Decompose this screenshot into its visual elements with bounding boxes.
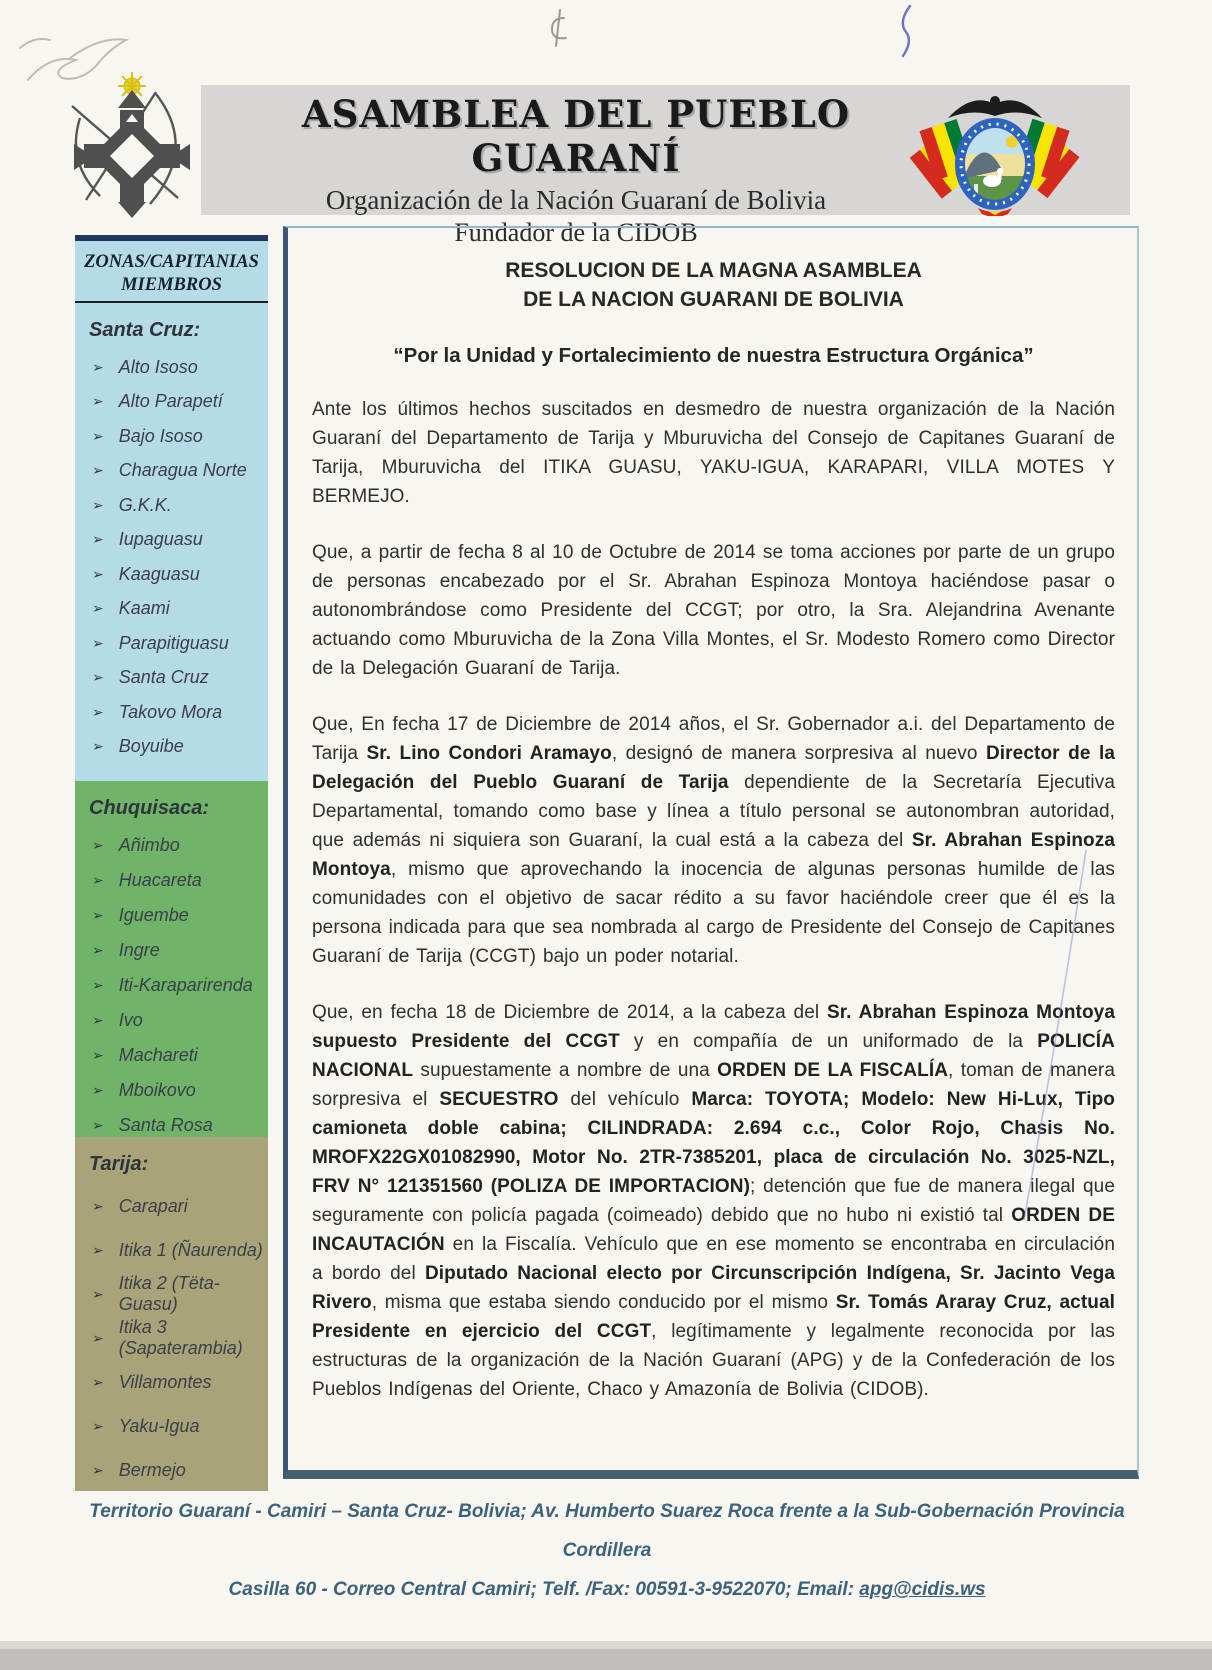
list-item: [83, 592, 268, 627]
list-item: [83, 1448, 268, 1491]
list-item: [83, 385, 268, 420]
paragraph: [312, 395, 1115, 511]
arrow-bullet-icon: ➢: [92, 565, 104, 582]
list-item-label: Añimbo: [118, 835, 180, 855]
header-text-block: [236, 92, 916, 248]
sidebar-section: [75, 781, 268, 1137]
org-subtitle-2: Fundador de la CIDOB: [454, 218, 698, 247]
list-item: [83, 863, 268, 898]
text-run: Que, En fecha 17 de Diciembre de 2014 años, el Sr. Gobernador a.i. del Departamento de Tarija: [312, 714, 1115, 764]
arrow-bullet-icon: ➢: [92, 1373, 104, 1390]
paragraph: [312, 998, 1115, 1404]
list-item-label: Boyuibe: [118, 736, 184, 757]
email-text: apg@cidis.ws: [859, 1579, 986, 1600]
document-title-line2: DE LA NACION GUARANI DE BOLIVIA: [523, 288, 904, 311]
arrow-bullet-icon: ➢: [92, 738, 104, 755]
bold-text-run: Sr. Abrahan Espinoza Montoya supuesto Presidente del CCGT: [312, 1002, 1115, 1052]
list-item: [83, 454, 268, 489]
list-item-label: Ingre: [118, 940, 160, 960]
arrow-bullet-icon: ➢: [92, 1329, 104, 1346]
list-item-label: Villamontes: [118, 1371, 212, 1392]
text-run: ; detención que fue de manera ilegal que seguramente con policía pagada (coimeado) debido que no hubo ni existió tal: [312, 1176, 1115, 1226]
text-run: en la Fiscalía. Vehículo que en ese momento se encontraba en circulación a bordo del: [312, 1234, 1115, 1284]
list-item: [83, 1228, 268, 1272]
list-item: [83, 1272, 268, 1316]
org-subtitle: Organización de la Nación Guaraní de Bolivia: [325, 185, 827, 215]
arrow-bullet-icon: ➢: [92, 907, 104, 923]
list-item: [83, 350, 268, 385]
list-item: [83, 1360, 268, 1404]
paragraph: [312, 710, 1115, 971]
arrow-bullet-icon: ➢: [92, 837, 104, 853]
bolivia-coat-of-arms-icon: [900, 88, 1090, 216]
list-item-label: Takovo Mora: [118, 701, 223, 722]
list-item: [83, 828, 268, 863]
arrow-bullet-icon: ➢: [92, 1285, 104, 1302]
sidebar-sections: [75, 303, 268, 1491]
sidebar: [75, 235, 268, 1491]
list-item-label: Kaaguasu: [118, 563, 200, 584]
bold-text-run: Director de la Delegación del Pueblo Guaraní de Tarija: [312, 743, 1115, 793]
list-item: [83, 730, 268, 765]
list-item: [83, 898, 268, 933]
paragraph: [312, 538, 1115, 683]
list-item: [83, 695, 268, 730]
bold-text-run: ORDEN DE INCAUTACIÓN: [312, 1205, 1115, 1255]
list-item: [83, 661, 268, 696]
list-item: [83, 419, 268, 454]
list-item: [83, 488, 268, 523]
list-item-label: Iguembe: [118, 905, 189, 925]
pencil-mark: [538, 6, 578, 50]
bold-text-run: Diputado Nacional electo por Circunscripción Indígena, Sr. Jacinto Vega Rivero: [312, 1263, 1116, 1313]
arrow-bullet-icon: ➢: [92, 1461, 104, 1478]
sidebar-section-heading: Chuquisaca:: [89, 797, 210, 819]
sidebar-title-line2: MIEMBROS: [121, 275, 222, 295]
list-item-label: Charagua Norte: [118, 460, 247, 481]
text-run: del vehículo: [558, 1089, 692, 1110]
document-title-line1: RESOLUCION DE LA MAGNA ASAMBLEA: [505, 259, 922, 282]
list-item-label: Iti-Karaparirenda: [118, 975, 253, 995]
list-item-label: Parapitiguasu: [118, 632, 229, 653]
list-item-label: Kaami: [118, 598, 170, 619]
arrow-bullet-icon: ➢: [92, 942, 104, 958]
page-footer: [68, 1492, 1146, 1609]
sidebar-section: [75, 1137, 268, 1491]
footer-line2: [68, 1570, 1146, 1609]
list-item-label: Iupaguasu: [118, 529, 203, 550]
sidebar-section-heading: Tarija:: [89, 1153, 149, 1175]
text-run: supuestamente a nombre de una: [413, 1060, 718, 1081]
list-item: [83, 1038, 268, 1073]
list-item-label: Alto Isoso: [118, 356, 198, 377]
list-item: [83, 523, 268, 558]
arrow-bullet-icon: ➢: [92, 393, 104, 410]
arrow-bullet-icon: ➢: [92, 1082, 104, 1098]
text-run: Que, a partir de fecha 8 al 10 de Octubre de 2014 se toma acciones por parte de un grupo de personas encabezado por el Sr. Abrahan Espinoza Montoya haciéndose pasar o autonombrándose como Presidente del CCGT; por otro, la Sra. Alejandrina Avenante actuando como Mburuvicha de la Zona Villa Montes, el Sr. Modesto Romero como Director de la Delegación Guaraní de Tarija.: [312, 542, 1115, 679]
bold-text-run: Sr. Abrahan Espinoza Montoya: [312, 830, 1115, 880]
list-item: [83, 626, 268, 661]
list-item: [83, 1184, 268, 1228]
sidebar-section-heading: Santa Cruz:: [89, 319, 201, 341]
list-item-label: Santa Cruz: [118, 667, 209, 688]
arrow-bullet-icon: ➢: [92, 634, 104, 651]
arrow-bullet-icon: ➢: [92, 1012, 104, 1028]
arrow-bullet-icon: ➢: [92, 600, 104, 617]
arrow-bullet-icon: ➢: [92, 1241, 104, 1258]
scan-edge: [0, 1641, 1212, 1649]
text-run: y en compañía de un uniformado de la: [619, 1031, 1038, 1052]
list-item-label: Santa Rosa: [118, 1115, 213, 1135]
list-item: [83, 933, 268, 968]
list-item-label: Itika 3 (Sapaterambia): [118, 1317, 243, 1358]
text-run: , misma que estaba siendo conducido por el mismo: [371, 1292, 836, 1313]
list-item: [83, 1404, 268, 1448]
document-paragraphs: [312, 395, 1115, 1404]
text-run: Que, en fecha 18 de Diciembre de 2014, a la cabeza del: [312, 1002, 827, 1023]
list-item-label: Huacareta: [118, 870, 202, 890]
arrow-bullet-icon: ➢: [92, 358, 104, 375]
list-item-label: Itika 1 (Ñaurenda): [118, 1239, 263, 1260]
sidebar-header: [75, 235, 268, 303]
list-item-label: Yaku-Igua: [118, 1415, 200, 1436]
arrow-bullet-icon: ➢: [92, 669, 104, 686]
list-item: [83, 1003, 268, 1038]
text-run: , designó de manera sorpresiva al nuevo: [611, 743, 986, 764]
arrow-bullet-icon: ➢: [92, 496, 104, 513]
footer-line1: Territorio Guaraní - Camiri – Santa Cruz- Bolivia; Av. Humberto Suarez Roca frente a la Sub-Gobernación Provincia Cordillera: [89, 1501, 1125, 1561]
document-motto: “Por la Unidad y Fortalecimiento de nuestra Estructura Orgánica”: [393, 344, 1034, 367]
sidebar-title-line1: ZONAS/CAPITANIAS: [84, 252, 259, 272]
pen-mark: [882, 2, 932, 62]
arrow-bullet-icon: ➢: [92, 977, 104, 993]
list-item-label: Carapari: [118, 1195, 188, 1216]
list-item-label: Alto Parapetí: [118, 391, 223, 412]
text-run: dependiente de la Secretaría Ejecutiva Departamental, tomando como base y línea a título personal se autonombran autoridad, que además ni siquiera son Guaraní, la cual está a la cabeza del: [312, 772, 1115, 851]
arrow-bullet-icon: ➢: [92, 427, 104, 444]
arrow-bullet-icon: ➢: [92, 531, 104, 548]
list-item-label: Machareti: [118, 1045, 198, 1065]
text-run: Ante los últimos hechos suscitados en desmedro de nuestra organización de la Nación Guaraní del Departamento de Tarija y Mburuvicha del Consejo de Capitanes Guaraní de Tarija, Mburuvicha del ITIKA GUASU, YAKU-IGUA, KARAPARI, VILLA MOTES Y BERMEJO.: [312, 399, 1115, 507]
scan-edge: [0, 1649, 1212, 1670]
text-run: , mismo que aprovechando la inocencia de algunas personas humilde de las comunidades con el objetivo de sacar rédito a su favor haciéndole creer que él es la persona indicada para que sea nombrada al cargo de Presidente del Consejo de Capitanes Guaraní de Tarija (CCGT) bajo un poder notarial.: [312, 859, 1115, 967]
bold-text-run: Sr. Tomás Araray Cruz, actual Presidente en ejercicio del CCGT: [312, 1292, 1115, 1342]
text-run: , legítimamente y legalmente reconocida por las estructuras de la organización de la Nación Guaraní (APG) y de la Confederación de los Pueblos Indígenas del Oriente, Chaco y Amazonía de Bolivia (CIDOB).: [312, 1321, 1115, 1400]
bold-text-run: POLICÍA NACIONAL: [312, 1031, 1115, 1081]
document-box: [283, 226, 1139, 1479]
list-item-label: Bajo Isoso: [118, 425, 203, 446]
list-item: [83, 1316, 268, 1360]
arrow-bullet-icon: ➢: [92, 462, 104, 479]
list-item-label: Mboikovo: [118, 1080, 196, 1100]
arrow-bullet-icon: ➢: [92, 1047, 104, 1063]
bold-text-run: Sr. Lino Condori Aramayo: [366, 743, 612, 764]
list-item-label: Bermejo: [118, 1459, 186, 1480]
document-title: [312, 256, 1115, 314]
text-run: , toman de manera sorpresiva el: [312, 1060, 1115, 1110]
footer-line2-text: Casilla 60 - Correo Central Camiri; Telf. /Fax: 00591-3-9522070; Email:: [228, 1579, 860, 1600]
arrow-bullet-icon: ➢: [92, 1117, 104, 1133]
arrow-bullet-icon: ➢: [92, 703, 104, 720]
org-title: ASAMBLEA DEL PUEBLO GUARANÍ: [301, 92, 851, 180]
list-item: [83, 557, 268, 592]
arrow-bullet-icon: ➢: [92, 872, 104, 888]
bold-text-run: SECUESTRO: [439, 1089, 559, 1110]
sidebar-section: [75, 303, 268, 781]
arrow-bullet-icon: ➢: [92, 1197, 104, 1214]
bold-text-run: Marca: TOYOTA; Modelo: New Hi-Lux, Tipo camioneta doble cabina; CILINDRADA: 2.694 c.c., Color Rojo, Chasis No. MROFX22GX01082990, Motor No. 2TR-7385201, placa de circulación No. 3025-NZL, FRV N° 121351560 (POLIZA DE IMPORTACION): [312, 1089, 1116, 1197]
list-item-label: G.K.K.: [118, 494, 172, 515]
apg-logo: [56, 70, 206, 220]
list-item: [83, 968, 268, 1003]
list-item-label: Itika 2 (Tëta-Guasu): [118, 1273, 220, 1314]
arrow-bullet-icon: ➢: [92, 1417, 104, 1434]
bold-text-run: ORDEN DE LA FISCALÍA: [717, 1060, 949, 1081]
list-item-label: Ivo: [118, 1010, 143, 1030]
list-item: [83, 1108, 268, 1137]
list-item: [83, 1073, 268, 1108]
